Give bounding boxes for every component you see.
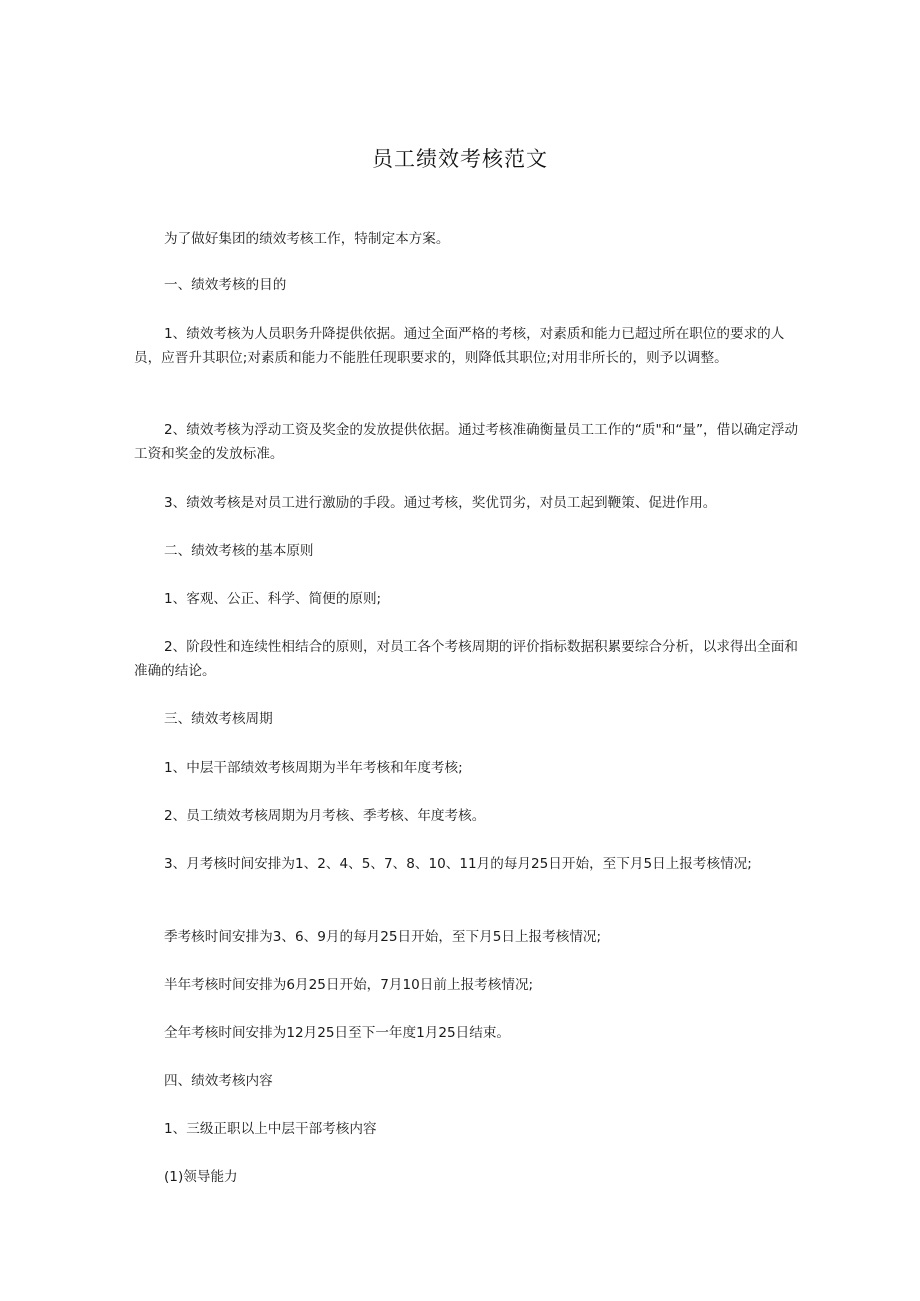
paragraph-content-1: 1、三级正职以上中层干部考核内容: [164, 1121, 377, 1137]
paragraph-cycle-1: 1、中层干部绩效考核周期为半年考核和年度考核;: [164, 760, 463, 776]
paragraph-cycle-3: 3、月考核时间安排为1、2、4、5、7、8、10、11月的每月25日开始，至下月5日上报考核情况;: [164, 856, 752, 872]
paragraph-cycle-2: 2、员工绩效考核周期为月考核、季考核、年度考核。: [164, 808, 486, 824]
paragraph-purpose-1: 1、绩效考核为人员职务升降提供依据。通过全面严格的考核，对素质和能力已超过所在职位的要求的人员，应晋升其职位;对素质和能力不能胜任现职要求的，则降低其职位;对用非所长的，则予以调整。: [134, 326, 785, 366]
paragraph-purpose-3: 3、绩效考核是对员工进行激励的手段。通过考核，奖优罚劣，对员工起到鞭策、促进作用。: [164, 495, 717, 511]
section-heading-2: 二、绩效考核的基本原则: [164, 543, 314, 559]
paragraph-annual: 全年考核时间安排为12月25日至下一年度1月25日结束。: [164, 1025, 511, 1041]
paragraph-halfyear: 半年考核时间安排为6月25日开始，7月10日前上报考核情况;: [164, 977, 534, 993]
section-heading-1: 一、绩效考核的目的: [164, 277, 287, 293]
paragraph-principle-2: 2、阶段性和连续性相结合的原则，对员工各个考核周期的评价指标数据积累要综合分析，以求得出全面和准确的结论。: [134, 639, 798, 679]
section-heading-3: 三、绩效考核周期: [164, 711, 273, 727]
paragraph-intro: 为了做好集团的绩效考核工作，特制定本方案。: [164, 231, 450, 247]
paragraph-quarterly: 季考核时间安排为3、6、9月的每月25日开始，至下月5日上报考核情况;: [164, 929, 602, 945]
paragraph-leadership: (1)领导能力: [164, 1169, 238, 1185]
paragraph-principle-1: 1、客观、公正、科学、简便的原则;: [164, 591, 382, 607]
document-title: 员工绩效考核范文: [372, 147, 548, 171]
section-heading-4: 四、绩效考核内容: [164, 1073, 273, 1089]
paragraph-purpose-2: 2、绩效考核为浮动工资及奖金的发放提供依据。通过考核准确衡量员工工作的“质"和“量”，借以确定浮动工资和奖金的发放标准。: [134, 422, 799, 462]
